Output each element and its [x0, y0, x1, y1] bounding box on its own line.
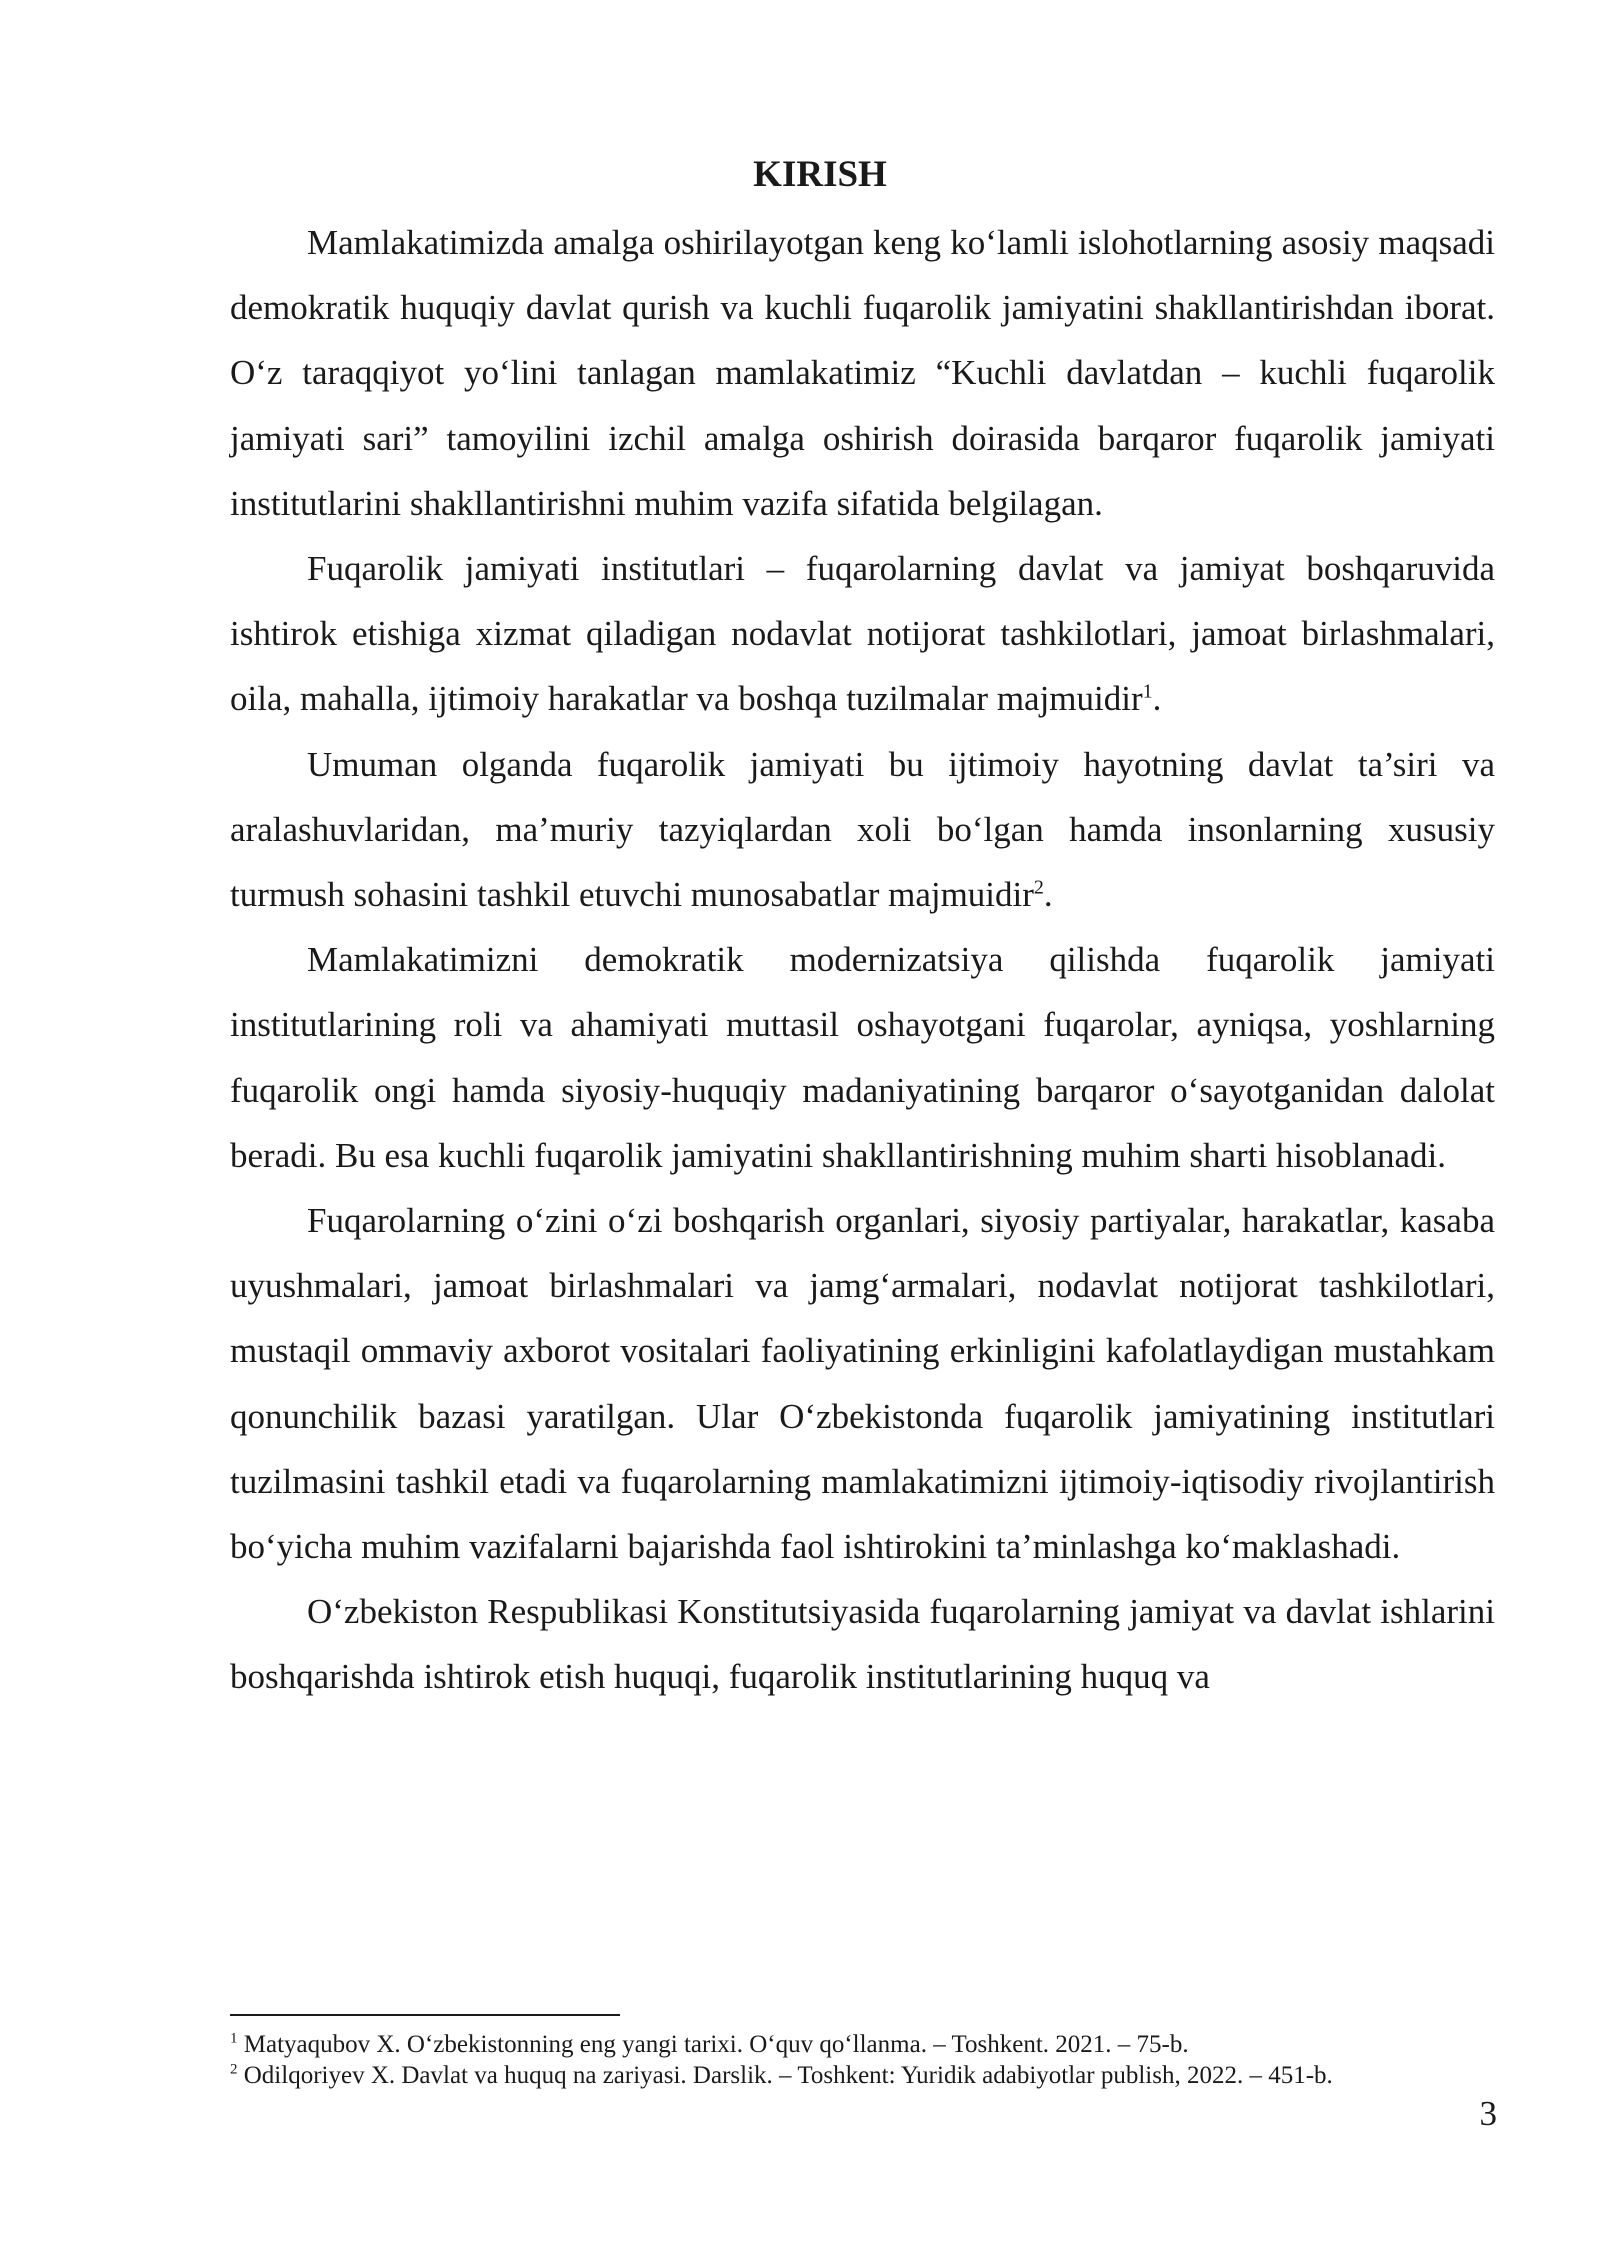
footnote-1-mark: 1 — [230, 2030, 238, 2047]
footnote-ref-2[interactable]: 2 — [1033, 876, 1044, 899]
paragraph-5 — [230, 1188, 1495, 1579]
paragraph-4 — [230, 927, 1495, 1188]
paragraph-3-text: Umuman olganda fuqarolik jamiyati bu ijtimoiy hayotning davlat ta’siri va aralashuvlaridan, ma’muriy tazyiqlardan xoli bo‘lgan hamda insonlarning xususiy turmush sohasini tashkil etuvchi munosabatlar majmuidir — [230, 744, 1495, 915]
paragraph-5-text: Fuqarolarning o‘zini o‘zi boshqarish organlari, siyosiy partiyalar, harakatlar, kasaba uyushmalari, jamoat birlashmalari va jamg‘armalari, nodavlat notijorat tashkilotlari, mustaqil ommaviy axborot vositalari faoliyatining erkinligini kafolatlaydigan mustahkam qonunchilik bazasi yaratilgan. Ular O‘zbekistonda fuqarolik jamiyatining institutlari tuzilmasini tashkil etadi va fuqarolarning mamlakatimizni ijtimoiy-iqtisodiy rivojlantirish bo‘yicha muhim vazifalarni bajarishda faol ishtirokini ta’minlashga ko‘maklashadi. — [230, 1201, 1495, 1567]
footnote-1-text: Matyaqubov X. O‘zbekistonning eng yangi tarixi. O‘quv qo‘llanma. – Toshkent. 2021. – 75-b. — [237, 2031, 1189, 2058]
footnote-2-mark: 2 — [230, 2061, 238, 2078]
paragraph-2-text: Fuqarolik jamiyati institutlari – fuqarolarning davlat va jamiyat boshqaruvida ishtirok etishiga xizmat qiladigan nodavlat notijorat tashkilotlari, jamoat birlashmalari, oila, mahalla, ijtimoiy harakatlar va boshqa tuzilmalar majmuidir — [230, 549, 1495, 719]
section-heading: KIRISH — [753, 154, 887, 195]
paragraph-1 — [230, 210, 1495, 536]
paragraph-2-end: . — [1152, 679, 1162, 719]
paragraph-2 — [230, 536, 1495, 732]
body-text — [230, 210, 1495, 1710]
page-number: 3 — [1479, 2094, 1497, 2133]
footnote-2-text: Odilqoriyev X. Davlat va huquq na zariyasi. Darslik. – Toshkent: Yuridik adabiyotlar publish, 2022. – 451-b. — [237, 2062, 1333, 2089]
paragraph-1-text: Mamlakatimizda amalga oshirilayotgan keng ko‘lamli islohotlarning asosiy maqsadi demokratik huquqiy davlat qurish va kuchli fuqarolik jamiyatini shakllantirishdan iborat. O‘z taraqqiyot yo‘lini tanlagan mamlakatimiz “Kuchli davlatdan – kuchli fuqarolik jamiyati sari” tamoyilini izchil amalga oshirish doirasida barqaror fuqarolik jamiyati institutlarini shakllantirishni muhim vazifa sifatida belgilagan. — [230, 223, 1495, 523]
paragraph-3-end: . — [1043, 875, 1053, 915]
footnote-ref-1[interactable]: 1 — [1142, 680, 1153, 703]
footnotes — [230, 2029, 1500, 2091]
paragraph-3 — [230, 732, 1495, 928]
paragraph-4-text: Mamlakatimizni demokratik modernizatsiya qilishda fuqarolik jamiyati institutlarining roli va ahamiyati muttasil oshayotgani fuqarolar, ayniqsa, yoshlarning fuqarolik ongi hamda siyosiy-huquqiy madaniyatining barqaror o‘sayotganidan dalolat beradi. Bu esa kuchli fuqarolik jamiyatini shakllantirishning muhim sharti hisoblanadi. — [230, 940, 1495, 1175]
footnote-1 — [230, 2029, 1500, 2060]
footnote-separator — [230, 2014, 620, 2016]
footnote-2 — [230, 2060, 1500, 2091]
paragraph-6-text: O‘zbekiston Respublikasi Konstitutsiyasida fuqarolarning jamiyat va davlat ishlarini boshqarishda ishtirok etish huquqi, fuqarolik institutlarining huquq va — [230, 1592, 1495, 1697]
paragraph-6 — [230, 1579, 1495, 1709]
